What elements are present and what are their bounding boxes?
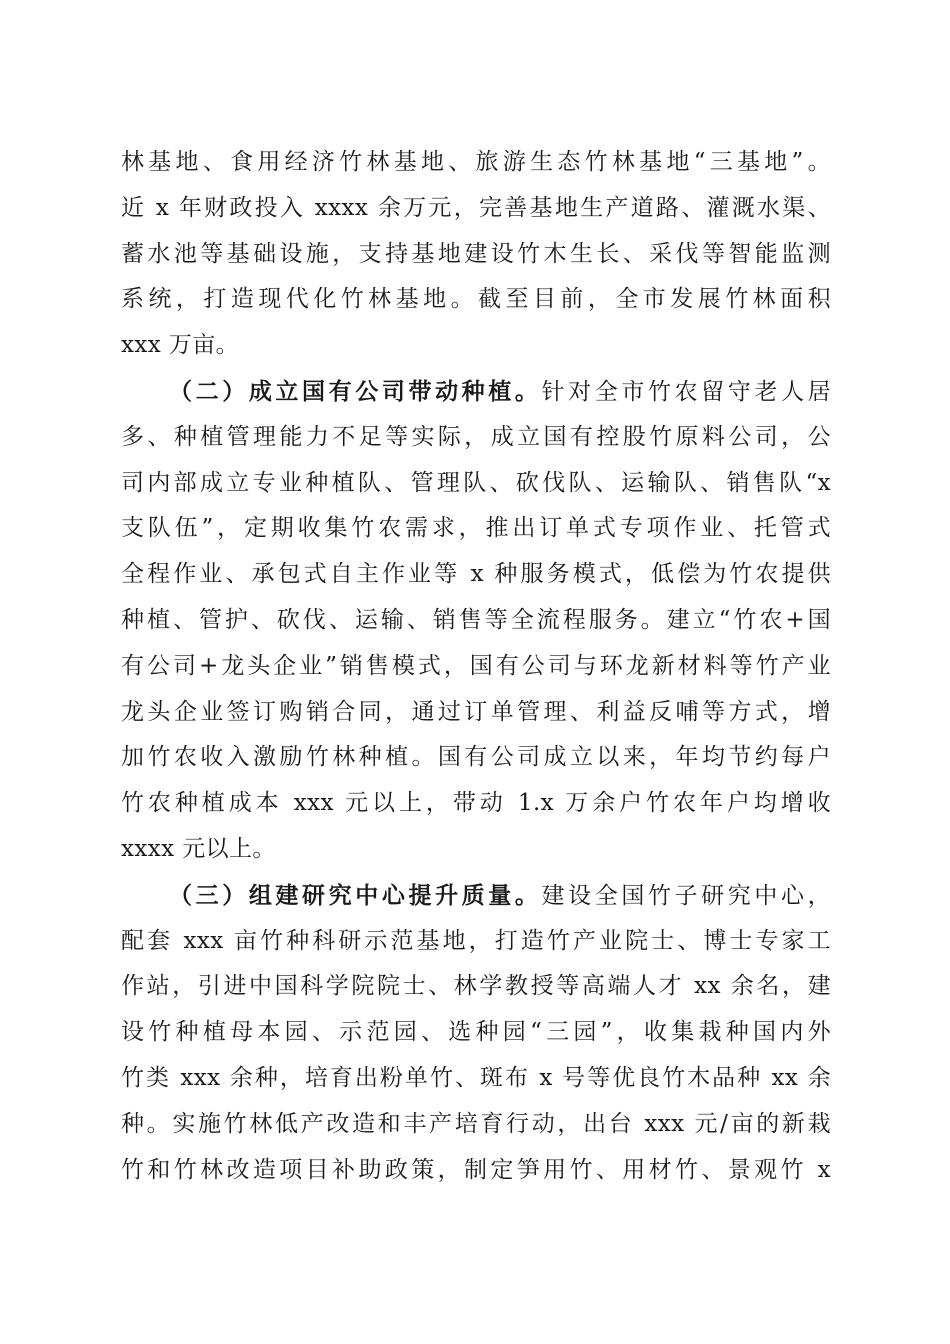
text-line: 龙头企业签订购销合同，通过订单管理、利益反哺等方式，增	[121, 698, 831, 725]
paragraph-first-line	[121, 873, 831, 919]
text-line: xxx 万亩。	[121, 332, 240, 359]
text-line: 系统，打造现代化竹林基地。截至目前，全市发展竹林面积	[121, 286, 831, 313]
section-heading: （二）成立国有公司带动种植。	[169, 377, 542, 405]
text-line: 作站，引进中国科学院院士、林学教授等高端人才 xx 余名，建	[121, 973, 831, 1000]
text-line: 近 x 年财政投入 xxxx 余万元，完善基地生产道路、灌溉水渠、	[121, 194, 831, 221]
text-line: 蓄水池等基础设施，支持基地建设竹木生长、采伐等智能监测	[121, 240, 831, 267]
text-line: 全程作业、承包式自主作业等 x 种服务模式，低偿为竹农提供	[121, 561, 831, 588]
text-line: 设竹种植母本园、示范园、选种园“三园”，收集栽种国内外	[121, 1019, 831, 1046]
text-run: 建设全国竹子研究中心，	[541, 882, 831, 909]
section-heading: （三）组建研究中心提升质量。	[169, 881, 542, 909]
text-line: 司内部成立专业种植队、管理队、砍伐队、运输队、销售队“x	[121, 469, 831, 496]
text-line: 林基地、食用经济竹林基地、旅游生态竹林基地“三基地”。	[121, 149, 831, 175]
text-line: xxxx 元以上。	[121, 835, 276, 862]
text-line: 竹农种植成本 xxx 元以上，带动 1.x 万余户竹农年户均增收	[121, 790, 831, 817]
text-line: 多、种植管理能力不足等实际，成立国有控股竹原料公司，公	[121, 423, 831, 450]
document-body	[121, 140, 831, 1193]
text-line: 竹类 xxx 余种，培育出粉单竹、斑布 x 号等优良竹木品种 xx 余	[121, 1064, 831, 1091]
text-line: 支队伍”，定期收集竹农需求，推出订单式专项作业、托管式	[121, 515, 831, 542]
paragraph-1	[121, 140, 831, 369]
text-line: 种。实施竹林低产改造和丰产培育行动，出台 xxx 元/亩的新栽	[121, 1110, 831, 1137]
paragraph-first-line	[121, 369, 831, 415]
text-line: 加竹农收入激励竹林种植。国有公司成立以来，年均节约每户	[121, 744, 831, 771]
text-line: 竹和竹林改造项目补助政策，制定笋用竹、用材竹、景观竹 x	[121, 1156, 831, 1183]
text-run: 针对全市竹农留守老人居	[541, 378, 831, 405]
paragraph-3	[121, 873, 831, 1194]
text-line: 种植、管护、砍伐、运输、销售等全流程服务。建立“竹农+国	[121, 606, 831, 633]
text-line: 配套 xxx 亩竹种科研示范基地，打造竹产业院士、博士专家工	[121, 927, 831, 954]
paragraph-2	[121, 369, 831, 873]
text-line: 有公司+龙头企业”销售模式，国有公司与环龙新材料等竹产业	[121, 652, 831, 679]
